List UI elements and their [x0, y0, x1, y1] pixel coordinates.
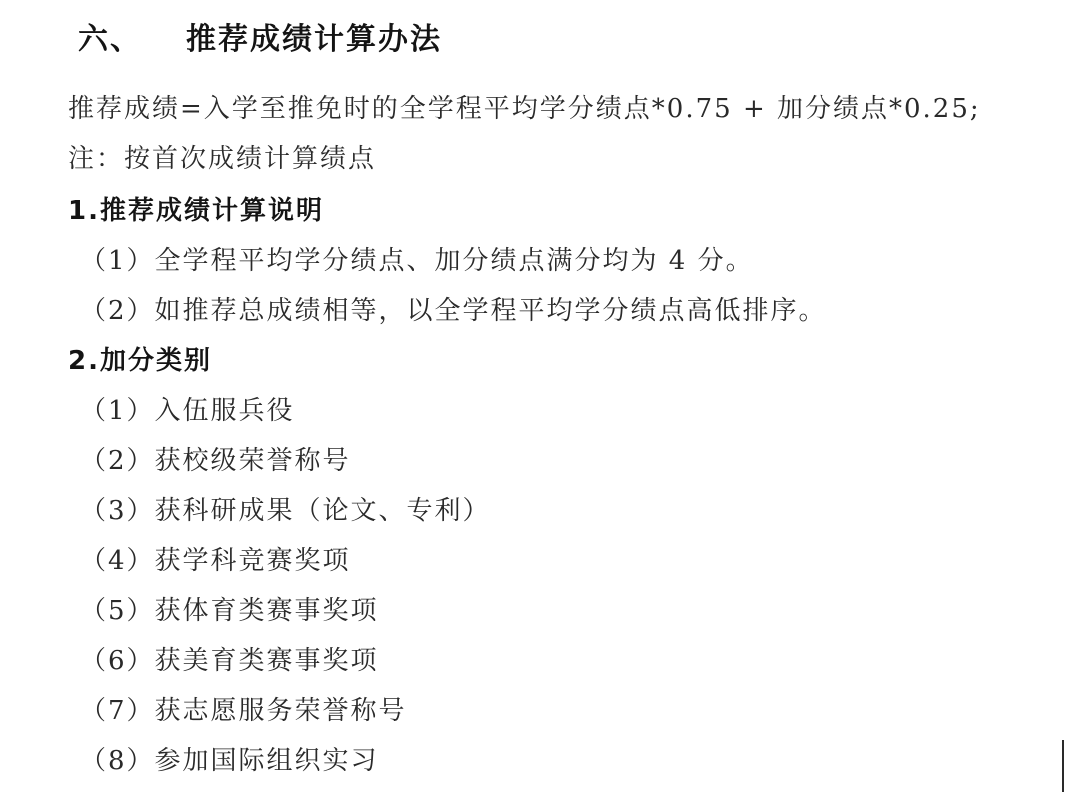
part1-heading: 1.推荐成绩计算说明 — [68, 196, 324, 226]
part1-item-1: （1）全学程平均学分绩点、加分绩点满分均为 4 分。 — [80, 246, 754, 276]
part2-item-6: （6）获美育类赛事奖项 — [80, 646, 379, 676]
part2-item-5: （5）获体育类赛事奖项 — [80, 596, 379, 626]
part2-item-4: （4）获学科竞赛奖项 — [80, 546, 351, 576]
formula-text: 推荐成绩=入学至推免时的全学程平均学分绩点*0.75 + 加分绩点*0.25; — [68, 94, 981, 124]
section-heading — [78, 14, 442, 58]
part2-heading: 2.加分类别 — [68, 346, 212, 376]
section-title: 推荐成绩计算办法 — [186, 22, 442, 57]
note-text: 注：按首次成绩计算绩点 — [68, 144, 377, 174]
part1-item-2: （2）如推荐总成绩相等，以全学程平均学分绩点高低排序。 — [80, 296, 827, 326]
section-number: 六、 — [78, 22, 142, 57]
part2-item-2: （2）获校级荣誉称号 — [80, 446, 351, 476]
part2-item-8: （8）参加国际组织实习 — [80, 746, 379, 776]
scrollbar[interactable] — [1062, 740, 1064, 792]
part2-item-3: （3）获科研成果（论文、专利） — [80, 496, 491, 526]
part2-item-7: （7）获志愿服务荣誉称号 — [80, 696, 407, 726]
part2-item-1: （1）入伍服兵役 — [80, 396, 295, 426]
